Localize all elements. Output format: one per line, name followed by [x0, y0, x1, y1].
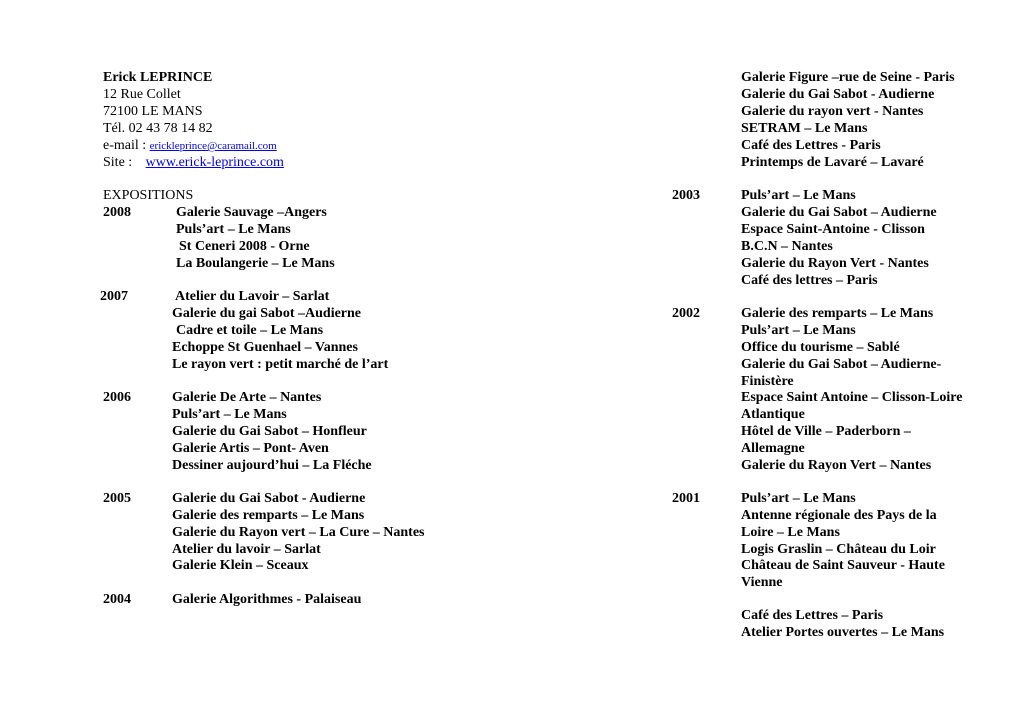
exhibition-entry: Puls’art – Le Mans	[176, 222, 291, 237]
exhibition-entry: Puls’art – Le Mans	[741, 323, 856, 338]
exhibition-entry: Galerie Algorithmes - Palaiseau	[172, 592, 362, 607]
exhibition-entry: Café des Lettres – Paris	[741, 608, 884, 623]
year-label: 2004	[103, 592, 131, 607]
exhibition-entry: Logis Graslin – Château du Loir	[741, 542, 936, 557]
exhibition-entry: Galerie des remparts – Le Mans	[741, 306, 934, 321]
exhibition-entry: SETRAM – Le Mans	[741, 121, 868, 136]
exhibition-entry: Galerie du Rayon Vert – Nantes	[741, 458, 932, 473]
exhibition-entry: Cadre et toile – Le Mans	[176, 323, 324, 338]
exhibition-entry: Antenne régionale des Pays de la	[741, 508, 937, 523]
exhibition-entry: Café des Lettres - Paris	[741, 138, 881, 153]
exhibition-entry: Galerie Sauvage –Angers	[176, 205, 327, 220]
exhibition-entry: La Boulangerie – Le Mans	[176, 256, 335, 271]
exhibition-entry: Galerie du Gai Sabot - Audierne	[172, 491, 366, 506]
exhibition-entry: Dessiner aujourd’hui – La Fléche	[172, 458, 372, 473]
exhibition-entry: Galerie du Gai Sabot – Honfleur	[172, 424, 367, 439]
email-label: e-mail :	[103, 138, 147, 153]
exhibition-entry: Puls’art – Le Mans	[741, 491, 856, 506]
year-label: 2002	[672, 306, 700, 321]
exhibition-entry: Finistère	[741, 374, 794, 389]
site-line	[103, 154, 284, 171]
exhibition-entry: Atelier du Lavoir – Sarlat	[175, 289, 330, 304]
address-street: 12 Rue Collet	[103, 87, 181, 102]
exhibition-entry: Loire – Le Mans	[741, 525, 840, 540]
exhibition-entry: Allemagne	[741, 441, 805, 456]
exhibition-entry: Echoppe St Guenhael – Vannes	[172, 340, 358, 355]
exhibition-entry: Galerie du gai Sabot –Audierne	[172, 306, 362, 321]
phone-number: Tél. 02 43 78 14 82	[103, 121, 213, 136]
section-heading: EXPOSITIONS	[103, 188, 194, 203]
site-link[interactable]: www.erick-leprince.com	[145, 155, 284, 170]
year-label: 2001	[672, 491, 700, 506]
exhibition-entry: Vienne	[741, 575, 783, 590]
exhibition-entry: Galerie des remparts – Le Mans	[172, 508, 365, 523]
exhibition-entry: Puls’art – Le Mans	[172, 407, 287, 422]
exhibition-entry: Galerie Figure –rue de Seine - Paris	[741, 70, 955, 85]
exhibition-entry: Café des lettres – Paris	[741, 273, 878, 288]
exhibition-entry: Atelier Portes ouvertes – Le Mans	[741, 625, 945, 640]
exhibition-entry: Office du tourisme – Sablé	[741, 340, 900, 355]
exhibition-entry: Galerie De Arte – Nantes	[172, 390, 322, 405]
exhibition-entry: Galerie Klein – Sceaux	[172, 558, 309, 573]
exhibition-entry: Printemps de Lavaré – Lavaré	[741, 155, 924, 170]
exhibition-entry: Galerie du Gai Sabot - Audierne	[741, 87, 935, 102]
exhibition-entry: Le rayon vert : petit marché de l’art	[172, 357, 389, 372]
email-line	[103, 137, 277, 155]
year-label: 2003	[672, 188, 700, 203]
exhibition-entry: Galerie du Gai Sabot – Audierne	[741, 205, 937, 220]
exhibition-entry: Galerie du Rayon Vert - Nantes	[741, 256, 929, 271]
exhibition-entry: B.C.N – Nantes	[741, 239, 833, 254]
address-city: 72100 LE MANS	[103, 104, 203, 119]
exhibition-entry: Galerie Artis – Pont- Aven	[172, 441, 329, 456]
exhibition-entry: Atlantique	[741, 407, 805, 422]
exhibition-entry: Espace Saint Antoine – Clisson-Loire	[741, 390, 963, 405]
year-label: 2007	[100, 289, 128, 304]
exhibition-entry: Puls’art – Le Mans	[741, 188, 856, 203]
exhibition-entry: Galerie du rayon vert - Nantes	[741, 104, 924, 119]
exhibition-entry: Hôtel de Ville – Paderborn –	[741, 424, 911, 439]
exhibition-entry: Galerie du Gai Sabot – Audierne-	[741, 357, 942, 372]
year-label: 2008	[103, 205, 131, 220]
site-label: Site :	[103, 155, 133, 170]
exhibition-entry: St Ceneri 2008 - Orne	[179, 239, 310, 254]
year-label: 2006	[103, 390, 131, 405]
artist-name: Erick LEPRINCE	[103, 70, 213, 85]
year-label: 2005	[103, 491, 131, 506]
exhibition-entry: Espace Saint-Antoine - Clisson	[741, 222, 925, 237]
exhibition-entry: Galerie du Rayon vert – La Cure – Nantes	[172, 525, 425, 540]
exhibition-entry: Château de Saint Sauveur - Haute	[741, 558, 945, 573]
email-link[interactable]: erickleprince@caramail.com	[149, 140, 277, 152]
exhibition-entry: Atelier du lavoir – Sarlat	[172, 542, 321, 557]
